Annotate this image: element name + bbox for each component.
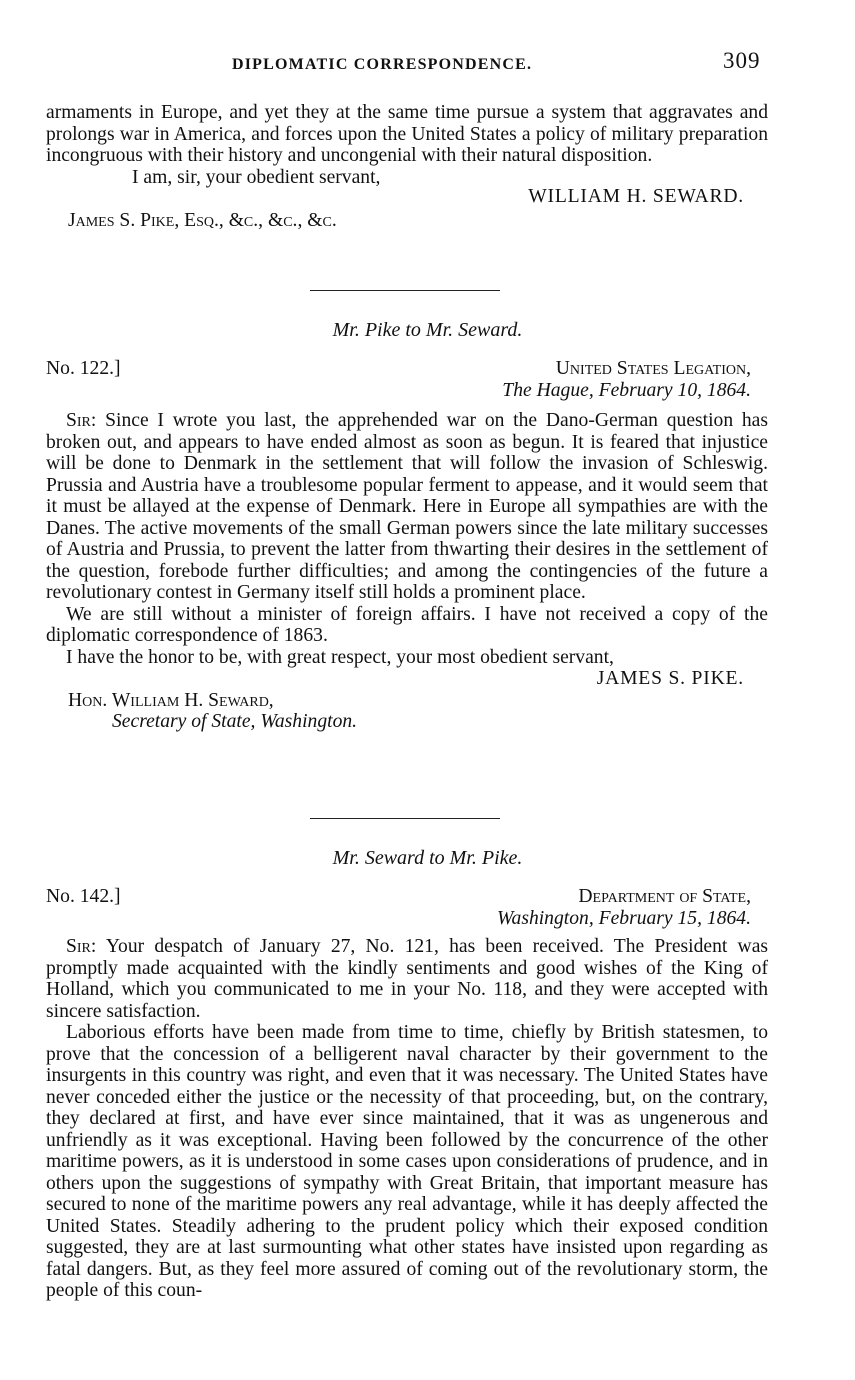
running-title: DIPLOMATIC CORRESPONDENCE. <box>232 56 533 73</box>
letter2-para1-text: Since I wrote you last, the apprehended war on the Dano-German question has broken out, and appears to have ended almost as soon as begun. It is feared that injustice will be done to Denmark in the settlement that will follow the invasion of Schleswig. Prussia and Austria have a troublesome popular ferment to appease, and it would seem that it must be allayed at the expense of Denmark. Here in Europe all sympathies are with the Danes. The active movements of the small German powers since the late military successes of Austria and Prussia, to prevent the latter from thwarting their desires in the settlement of the question, forebode further difficulties; and among the contingencies of the future a revolutionary contest in Germany itself still holds a prominent place. <box>46 410 769 603</box>
letter2-para2: We are still without a minister of foreign affairs. I have not received a copy of the diplomatic correspondence of 1863. <box>46 603 768 646</box>
letter3-para1 <box>46 936 768 1022</box>
letter2-dateline <box>46 358 751 402</box>
letter2-closing: I have the honor to be, with great respect, your most obedient servant, <box>66 646 614 668</box>
letter3-place <box>497 886 751 930</box>
letter2-para1 <box>46 410 768 604</box>
letter1-closing: I am, sir, your obedient servant, <box>132 166 381 188</box>
letter2-number: No. 122.] <box>46 358 121 379</box>
letter3-body <box>46 936 768 1302</box>
letter2-addressee-title: Secretary of State, Washington. <box>112 711 358 732</box>
letter3-para2: Laborious efforts have been made from time to time, chiefly by British statesmen, to prove that the concession of a belligerent naval character by their government to the insurgents in this country was right, and even that it was necessary. The United States have never conceded either the justice or the necessity of that proceeding, but, on the contrary, they declared at first, and have ever since maintained, that it was as ungenerous and unfriendly as it was exceptional. Having been followed by the concurrence of the other maritime powers, as it is understood in some cases upon considerations of prudence, and in others upon the suggestions of sympathy with Great Britain, that important measure has secured to none of the maritime powers any real advantage, while it has deeply affected the United States. Steadily adhering to the prudent policy which their exposed condition suggested, they are at last surmounting what other states have insisted upon regarding as fatal dangers. But, as they feel more assured of coming out of the revolutionary storm, the people of this coun- <box>46 1022 768 1301</box>
letter3-salutation: Sir: <box>66 936 97 957</box>
letter2-legation: United States Legation, <box>555 358 751 379</box>
letter2-body <box>46 410 768 733</box>
letter2-signature: JAMES S. PIKE. <box>596 668 744 689</box>
letter2-addressee-name: Hon. William H. Seward, <box>68 689 274 711</box>
letter2-salutation: Sir: <box>66 410 97 431</box>
letter3-date: Washington, February 15, 1864. <box>497 908 751 929</box>
letter3-heading: Mr. Seward to Mr. Pike. <box>332 847 523 869</box>
letter2-date: The Hague, February 10, 1864. <box>502 380 751 401</box>
letter3-number: No. 142.] <box>46 886 121 907</box>
letter3-dateline <box>46 886 751 930</box>
letter1-end <box>46 102 768 231</box>
letter2-heading: Mr. Pike to Mr. Seward. <box>332 319 523 341</box>
letter1-addressee: James S. Pike, Esq., &c., &c., &c. <box>68 209 337 231</box>
page-number: 309 <box>723 48 761 73</box>
letter2-place <box>502 358 751 402</box>
letter1-signature: WILLIAM H. SEWARD. <box>528 186 744 207</box>
running-header <box>0 48 855 78</box>
section-divider <box>310 290 500 291</box>
letter3-department: Department of State, <box>578 886 751 907</box>
section-divider <box>310 818 500 819</box>
letter1-paragraph: armaments in Europe, and yet they at the same time pursue a system that aggravates and prolongs war in America, and forces upon the United States a policy of military preparation incongruous with their history and uncongenial with their natural disposition. <box>46 102 768 166</box>
letter3-para1-text: Your despatch of January 27, No. 121, has been received. The President was promptly made acquainted with the kindly sentiments and good wishes of the King of Holland, which you communicated to me in your No. 118, and they were accepted with sincere satisfaction. <box>46 936 769 1022</box>
